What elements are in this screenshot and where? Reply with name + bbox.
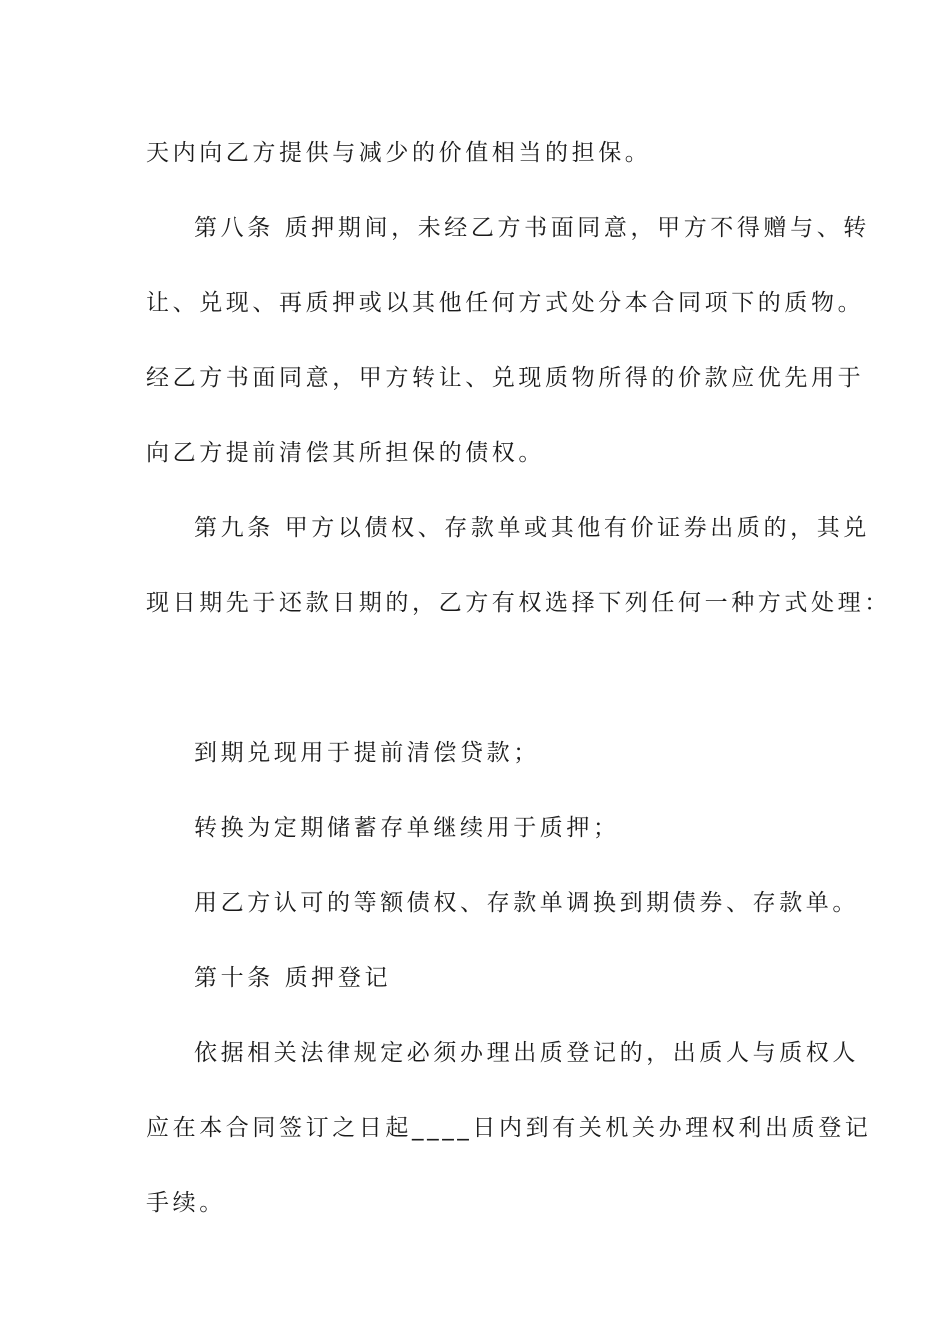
article-10-heading: 第十条 质押登记 bbox=[194, 965, 392, 991]
article-9-heading-line: 第九条 甲方以债权、存款单或其他有价证券出质的，其兑 bbox=[194, 515, 870, 541]
text-line: 手续。 bbox=[146, 1190, 226, 1216]
article-8-heading-line: 第八条 质押期间，未经乙方书面同意，甲方不得赠与、转 bbox=[194, 215, 870, 241]
text-line: 向乙方提前清偿其所担保的债权。 bbox=[146, 440, 545, 466]
text-line: 经乙方书面同意，甲方转让、兑现质物所得的价款应优先用于 bbox=[146, 365, 865, 391]
text-line: 应在本合同签订之日起____日内到有关机关办理权利出质登记 bbox=[146, 1115, 872, 1141]
list-item: 用乙方认可的等额债权、存款单调换到期债券、存款单。 bbox=[194, 890, 859, 916]
text-line: 让、兑现、再质押或以其他任何方式处分本合同项下的质物。 bbox=[146, 290, 865, 316]
text-line: 依据相关法律规定必须办理出质登记的，出质人与质权人 bbox=[194, 1040, 859, 1066]
text-line: 天内向乙方提供与减少的价值相当的担保。 bbox=[146, 140, 652, 166]
list-item: 转换为定期储蓄存单继续用于质押； bbox=[194, 815, 620, 841]
list-item: 到期兑现用于提前清偿贷款； bbox=[194, 740, 540, 766]
text-line: 现日期先于还款日期的，乙方有权选择下列任何一种方式处理： bbox=[146, 590, 891, 616]
